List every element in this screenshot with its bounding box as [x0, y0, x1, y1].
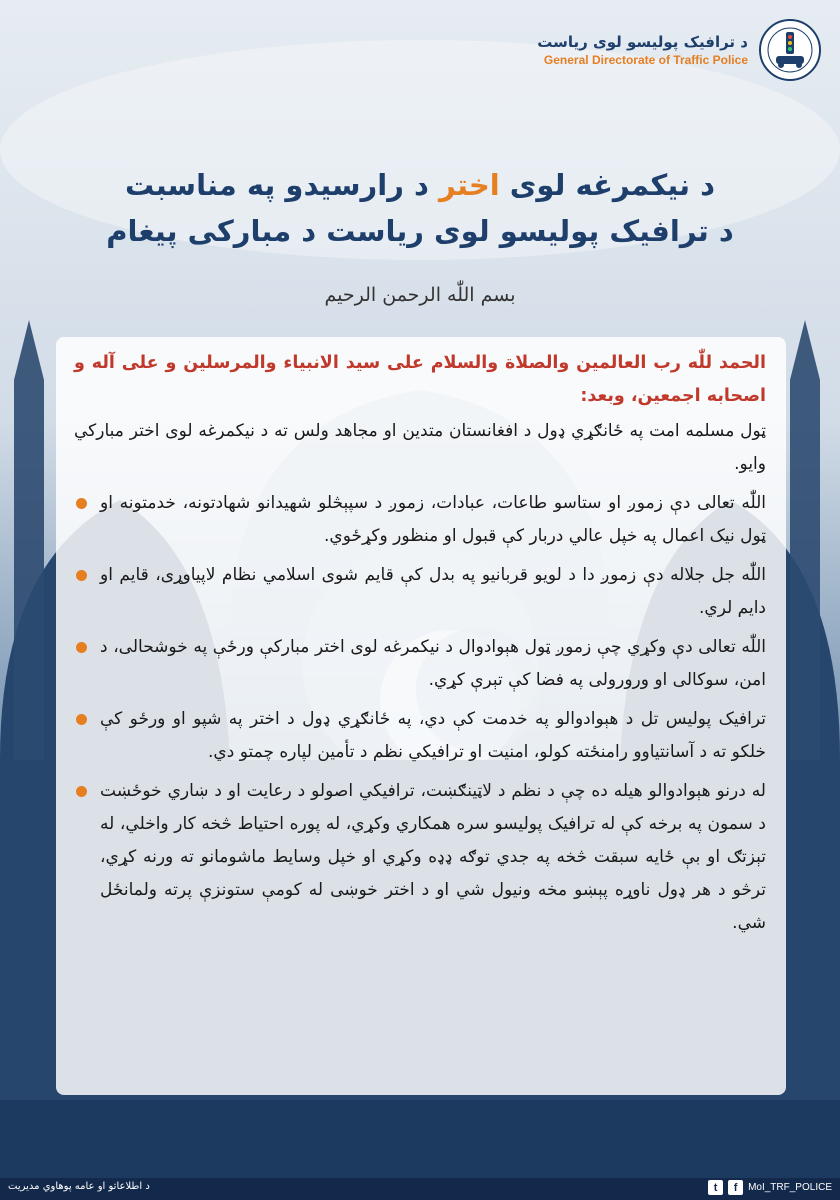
page-title: [0, 162, 840, 254]
twitter-icon[interactable]: t: [708, 1180, 723, 1195]
traffic-police-logo: [758, 18, 822, 82]
list-item: [74, 775, 766, 940]
bismillah: بسم اللّٰه الرحمن الرحیم: [324, 284, 516, 306]
title-line-2: د ترافیک پولیسو لوی ریاست د مبارکی پیغام: [106, 214, 734, 248]
title-highlight: اختر: [438, 168, 500, 202]
bullet-text: له درنو هېوادوالو هیله ده چې د نظم د لاټینګښت، ترافیکي اصولو د رعایت او د ښاري خوځښت د سمون په برخه کې له ترافیک پولیسو سره همکاري وکړي، له پوره احتیاط څخه کار واخلي، له تېزتګ او بې ځایه سبقت څخه په جدي توګه ډډه وکړي او خپل وسایط ماشومانو ته ورنه کړي، ترڅو د هر ډول ناوړه پېښو مخه ونیول شي او د اختر خوښی له کومې ستونزې پرته ولمانځل شي.: [100, 781, 766, 933]
org-name-pashto: د ترافیک پولیسو لوی ریاست: [537, 33, 748, 51]
bullet-dot-icon: [76, 642, 87, 653]
footer-social: [708, 1180, 832, 1195]
title-line-1-suffix: د رارسیدو په مناسبت: [125, 168, 439, 202]
title-line-1-prefix: د نیکمرغه لوی: [499, 168, 715, 202]
header: [537, 18, 822, 82]
list-item: [74, 631, 766, 697]
bullet-dot-icon: [76, 498, 87, 509]
bullet-text: ترافیک پولیس تل د هېوادوالو په خدمت کې دي، په ځانګړي ډول د اختر په شپو او ورځو کې خلکو ته د آسانتیاوو رامنځته کولو، امنیت او ترافیکي نظم د تأمین لپاره چمتو دي.: [100, 709, 766, 762]
list-item: [74, 487, 766, 553]
facebook-icon[interactable]: f: [728, 1180, 743, 1195]
list-item: [74, 703, 766, 769]
social-handle[interactable]: MoI_TRF_POLICE: [748, 1182, 832, 1193]
intro-text: الحمد للّٰه رب العالمین والصلاة والسلام علی سید الانبیاء والمرسلین و علی آله و اصحابه اجمعین، وبعد:: [74, 353, 766, 406]
header-text: [537, 33, 748, 67]
message-panel: [56, 337, 786, 1095]
footer-bar: [0, 1178, 840, 1200]
org-name-english: General Directorate of Traffic Police: [543, 53, 748, 67]
list-item: [74, 559, 766, 625]
bullet-dot-icon: [76, 786, 87, 797]
bullet-text: اللّٰه تعالی دې وکړي چې زموږ ټول هېوادوال د نیکمرغه لوی اختر مبارکې ورځې په خوشحالی، د امن، سوکالی او ورورولی په فضا کې تېرې کړي.: [100, 637, 766, 690]
bullet-dot-icon: [76, 714, 87, 725]
bullet-dot-icon: [76, 570, 87, 581]
message-bullets: [74, 487, 766, 940]
footer-department: د اطلاعاتو او عامه پوهاوي مدیریت: [8, 1181, 150, 1192]
bullet-text: اللّٰه تعالی دې زموږ او ستاسو طاعات، عبادات، زموږ د سپېڅلو شهیدانو شهادتونه، خدمتونه او ټول نیک اعمال په خپل عالي دربار کې قبول او منظور وکړځوي.: [100, 493, 766, 546]
bullet-text: اللّٰه جل جلاله دې زموږ دا د لویو قربانیو په بدل کې قایم شوی اسلامي نظام لاپیاوړی، قایم او دایم لري.: [100, 565, 766, 618]
title-line-1: [0, 162, 840, 208]
opening-paragraph: ټول مسلمه امت په ځانګړي ډول د افغانستان متدین او مجاهد ولس ته د نیکمرغه لوی اختر مبارکي وایو.: [74, 421, 766, 474]
